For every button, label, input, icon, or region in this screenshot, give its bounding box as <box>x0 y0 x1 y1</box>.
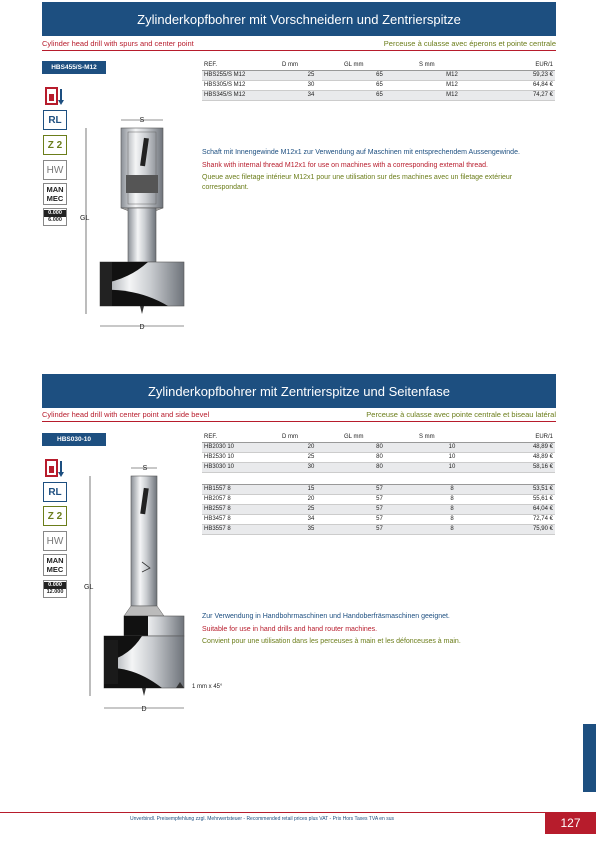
table-row <box>202 504 555 514</box>
cell: 75,90 € <box>487 524 555 534</box>
cell: M12 <box>417 80 487 90</box>
chapter-side-tab <box>583 724 596 792</box>
table-row <box>202 484 555 494</box>
hard-metal-icon: HW <box>43 531 67 551</box>
man-label: MAN <box>46 556 64 565</box>
gl-dimension-label: GL <box>84 584 94 591</box>
footer-rule <box>0 812 545 813</box>
man-mec-icon <box>43 183 67 205</box>
table-row <box>202 514 555 524</box>
rotation-direction-icon <box>43 458 67 478</box>
d-dimension-label: D <box>141 706 147 713</box>
table-spacer-row <box>202 472 555 484</box>
description-en: Suitable for use in hand drills and hand router machines. <box>202 625 378 633</box>
gl-dimension-label: GL <box>80 215 90 222</box>
cell: 35 <box>280 524 342 534</box>
hard-metal-icon: HW <box>43 160 67 180</box>
man-label: MAN <box>46 185 64 194</box>
cell: 74,27 € <box>487 90 555 100</box>
rotation-direction-icon <box>43 86 67 106</box>
cutting-edges-icon: Z 2 <box>43 506 67 526</box>
cell: M12 <box>417 90 487 100</box>
cell: HB2557 8 <box>202 504 280 514</box>
right-left-icon: RL <box>43 482 67 502</box>
cell: 15 <box>280 484 342 494</box>
section2-code-tag: HBS030-10 <box>42 433 106 446</box>
mec-label: MEC <box>46 194 64 203</box>
cell: 58,16 € <box>487 462 555 472</box>
cell: 8 <box>417 524 487 534</box>
cell: 8 <box>417 514 487 524</box>
cell: 55,61 € <box>487 494 555 504</box>
cell: 80 <box>342 462 417 472</box>
rpm-label: 0.000 <box>44 210 66 217</box>
thread-window <box>126 175 158 193</box>
cell: 57 <box>342 494 417 504</box>
cell: 64,84 € <box>487 80 555 90</box>
cell: 65 <box>342 70 417 80</box>
s-dimension-label: S <box>139 117 145 124</box>
section2-description <box>202 612 552 650</box>
col-d: D mm <box>280 432 342 442</box>
col-d: D mm <box>280 60 342 70</box>
rpm-value: 6.000 <box>48 217 62 223</box>
cell: 20 <box>280 442 342 452</box>
cell: HB3457 8 <box>202 514 280 524</box>
cell: M12 <box>417 70 487 80</box>
section2-subtitle-row <box>42 410 556 422</box>
col-s: S mm <box>417 60 487 70</box>
cell: 57 <box>342 514 417 524</box>
description-de: Zur Verwendung in Handbohrmaschinen und Handoberfräsmaschinen geeignet. <box>202 613 450 620</box>
man-mec-icon <box>43 554 67 576</box>
table-row <box>202 442 555 452</box>
center-point <box>142 688 146 696</box>
drill-neck <box>128 208 156 262</box>
col-eur: EUR/1 <box>487 60 555 70</box>
section1-table <box>202 60 555 101</box>
section1-drill-drawing <box>78 110 198 335</box>
cell: 65 <box>342 80 417 90</box>
table-header-row <box>202 60 555 70</box>
cell: HB2057 8 <box>202 494 280 504</box>
drill-shank <box>121 128 163 208</box>
table-row <box>202 462 555 472</box>
section1-code-tag: HBS455/S-M12 <box>42 61 106 74</box>
cell: HB1557 8 <box>202 484 280 494</box>
cell: HB2030 10 <box>202 442 280 452</box>
cell: HB3030 10 <box>202 462 280 472</box>
cell: 10 <box>417 442 487 452</box>
col-gl: GL mm <box>342 60 417 70</box>
section2-subtitle-fr: Perceuse à culasse avec pointe centrale et biseau latéral <box>366 410 556 419</box>
table-row <box>202 452 555 462</box>
cell: 30 <box>280 462 342 472</box>
col-eur: EUR/1 <box>487 432 555 442</box>
table-row <box>202 494 555 504</box>
cell: HBS345/S M12 <box>202 90 280 100</box>
table-row <box>202 70 555 80</box>
description-de: Schaft mit Innengewinde M12x1 zur Verwendung auf Maschinen mit entsprechendem Aussengewinde. <box>202 149 520 156</box>
cutting-edges-icon: Z 2 <box>43 135 67 155</box>
cell: HB3557 8 <box>202 524 280 534</box>
right-left-icon: RL <box>43 110 67 130</box>
cell: 59,23 € <box>487 70 555 80</box>
cell: 10 <box>417 452 487 462</box>
section2-table <box>202 432 555 535</box>
description-fr: Convient pour une utilisation dans les perceuses à main et les défonceuses à main. <box>202 638 461 645</box>
table-header-row <box>202 432 555 442</box>
description-fr: Queue avec filetage intérieur M12x1 pour une utilisation sur des machines avec un filetage extérieur correspondant. <box>202 174 513 191</box>
description-en: Shank with internal thread M12x1 for use on machines with a corresponding external thread. <box>202 161 488 169</box>
cell: 57 <box>342 524 417 534</box>
section1-description <box>202 148 552 195</box>
cell: HBS305/S M12 <box>202 80 280 90</box>
cell: 80 <box>342 442 417 452</box>
cell: 65 <box>342 90 417 100</box>
rpm-icon <box>43 580 67 598</box>
cell: 30 <box>280 80 342 90</box>
cell: 34 <box>280 514 342 524</box>
section2-subtitle-en: Cylinder head drill with center point and side bevel <box>42 410 210 419</box>
section2-title: Zylinderkopfbohrer mit Zentrierspitze und Seitenfase <box>42 374 556 408</box>
cell: 25 <box>280 504 342 514</box>
cell: 25 <box>280 70 342 80</box>
cell: 8 <box>417 504 487 514</box>
cell: 8 <box>417 484 487 494</box>
rpm-icon <box>43 208 67 226</box>
section1-title: Zylinderkopfbohrer mit Vorschneidern und Zentrierspitze <box>42 2 556 36</box>
s-dimension-label: S <box>142 465 148 472</box>
footer-note: Unverbindl. Preisempfehlung zzgl. Mehrwertsteuer - Recommended retail prices plus VAT - Prix Hors Taxes TVA en sus <box>130 816 394 822</box>
page-number: 127 <box>545 812 596 834</box>
cell: 8 <box>417 494 487 504</box>
cell: 20 <box>280 494 342 504</box>
table-row <box>202 524 555 534</box>
cell: HB2530 10 <box>202 452 280 462</box>
cell: 64,04 € <box>487 504 555 514</box>
cell: 57 <box>342 504 417 514</box>
mec-label: MEC <box>46 565 64 574</box>
d-dimension-label: D <box>139 324 145 331</box>
col-gl: GL mm <box>342 432 417 442</box>
cell: 53,51 € <box>487 484 555 494</box>
section1-subtitle-en: Cylinder head drill with spurs and center point <box>42 39 194 48</box>
cell: 48,89 € <box>487 442 555 452</box>
table-row <box>202 80 555 90</box>
col-ref: REF. <box>202 60 280 70</box>
cell: 34 <box>280 90 342 100</box>
cell: 25 <box>280 452 342 462</box>
section1-subtitle-row <box>42 39 556 51</box>
center-point <box>140 306 144 314</box>
rpm-label: 0.000 <box>44 582 66 589</box>
cell: 10 <box>417 462 487 472</box>
cell: 80 <box>342 452 417 462</box>
col-s: S mm <box>417 432 487 442</box>
cell: 57 <box>342 484 417 494</box>
section2-drill-drawing <box>84 458 244 723</box>
cell: HBS255/S M12 <box>202 70 280 80</box>
table-row <box>202 90 555 100</box>
section1-subtitle-fr: Perceuse à culasse avec éperons et pointe centrale <box>383 39 556 48</box>
bevel-label: 1 mm x 45° <box>192 684 223 690</box>
cell: 48,89 € <box>487 452 555 462</box>
cell: 72,74 € <box>487 514 555 524</box>
col-ref: REF. <box>202 432 280 442</box>
rpm-value: 12.000 <box>46 589 64 595</box>
